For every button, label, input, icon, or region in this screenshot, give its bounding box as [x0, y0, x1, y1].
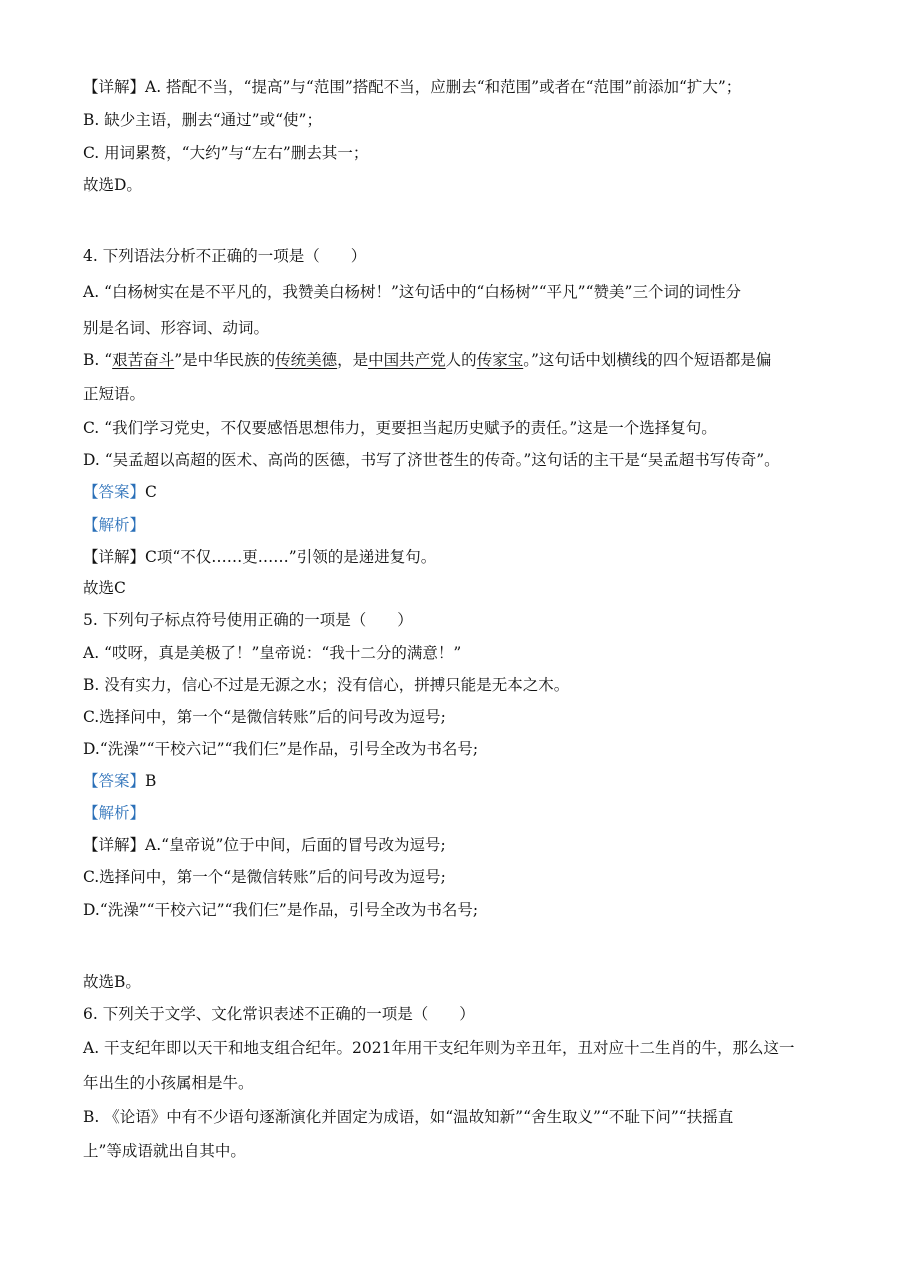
q4-b-underlined-phrase-2: 传统美德: [275, 351, 338, 369]
q4-detail: 【详解】C项“不仅……更……”引领的是递进复句。: [83, 548, 437, 566]
q5-detail-c: C.选择问中，第一个“是微信转账”后的问号改为逗号;: [83, 868, 446, 886]
q4-option-b-line2: 正短语。: [83, 385, 146, 403]
q4-b-text-1: ”是中华民族的: [174, 351, 276, 369]
q6-stem: 6. 下列关于文学、文化常识表述不正确的一项是（ ）: [83, 1005, 475, 1023]
q5-answer: [83, 771, 156, 791]
q3-conclusion: 故选D。: [83, 176, 142, 194]
q5-stem: 5. 下列句子标点符号使用正确的一项是（ ）: [83, 611, 413, 629]
q4-b-prefix: B. “: [83, 351, 113, 369]
q6-option-a-line1: A. 干支纪年即以天干和地支组合纪年。2021年用干支纪年则为辛丑年，丑对应十二生肖的牛，那么这一: [83, 1039, 795, 1057]
q4-b-underlined-phrase-3: 中国共产党: [368, 351, 446, 369]
q5-option-c: C.选择问中，第一个“是微信转账”后的问号改为逗号;: [83, 708, 446, 726]
q4-b-suffix: 。”这句话中划横线的四个短语都是偏: [523, 351, 772, 369]
q4-answer-value: C: [145, 483, 157, 501]
q4-option-c: C. “我们学习党史，不仅要感悟思想伟力，更要担当起历史赋予的责任。”这是一个选择复句。: [83, 419, 717, 437]
q4-conclusion: 故选C: [83, 579, 126, 597]
q5-option-d: D.“洗澡”“干校六记”“我们仨”是作品，引号全改为书名号;: [83, 740, 479, 758]
q5-option-a: A. “哎呀，真是美极了！”皇帝说：“我十二分的满意！”: [83, 644, 462, 662]
q4-b-text-2: ，是: [337, 351, 369, 369]
q6-option-b-line1: B. 《论语》中有不少语句逐渐演化并固定为成语，如“温故知新”“舍生取义”“不耻下问”“扶摇直: [83, 1108, 734, 1126]
q4-b-underlined-phrase-1: 艰苦奋斗: [112, 351, 175, 369]
q4-stem: 4. 下列语法分析不正确的一项是（ ）: [83, 247, 367, 265]
q5-option-b: B. 没有实力，信心不过是无源之水；没有信心，拼搏只能是无本之木。: [83, 676, 570, 694]
q5-detail-d: D.“洗澡”“干校六记”“我们仨”是作品，引号全改为书名号;: [83, 901, 479, 919]
q3-detail-c: C. 用词累赘，“大约”与“左右”删去其一；: [83, 144, 369, 162]
q4-option-b-line1: [83, 350, 771, 370]
q5-answer-label: 【答案】: [83, 772, 146, 790]
q4-option-d: D. “吴孟超以高超的医术、高尚的医德，书写了济世苍生的传奇。”这句话的主干是“吴孟超书写传奇”。: [83, 451, 780, 469]
q5-answer-value: B: [145, 772, 157, 790]
q4-answer: [83, 482, 157, 502]
q4-b-text-3: 人的: [445, 351, 477, 369]
q3-detail-a: 【详解】A. 搭配不当，“提高”与“范围”搭配不当，应删去“和范围”或者在“范围”前添加“扩大”；: [83, 78, 742, 96]
q5-detail-a: 【详解】A.“皇帝说”位于中间，后面的冒号改为逗号;: [83, 836, 446, 854]
q6-option-a-line2: 年出生的小孩属相是牛。: [83, 1074, 254, 1092]
q5-analysis-label: 【解析】: [83, 804, 146, 822]
q4-option-a-line1: A. “白杨树实在是不平凡的，我赞美白杨树！”这句话中的“白杨树”“平凡”“赞美”三个词的词性分: [83, 283, 741, 301]
q4-analysis-label: 【解析】: [83, 516, 146, 534]
q4-answer-label: 【答案】: [83, 483, 146, 501]
q3-detail-b: B. 缺少主语，删去“通过”或“使”；: [83, 111, 322, 129]
q4-option-a-line2: 别是名词、形容词、动词。: [83, 319, 270, 337]
q4-b-underlined-phrase-4: 传家宝: [476, 351, 524, 369]
q5-conclusion: 故选B。: [83, 973, 141, 991]
q6-option-b-line2: 上”等成语就出自其中。: [83, 1142, 246, 1160]
